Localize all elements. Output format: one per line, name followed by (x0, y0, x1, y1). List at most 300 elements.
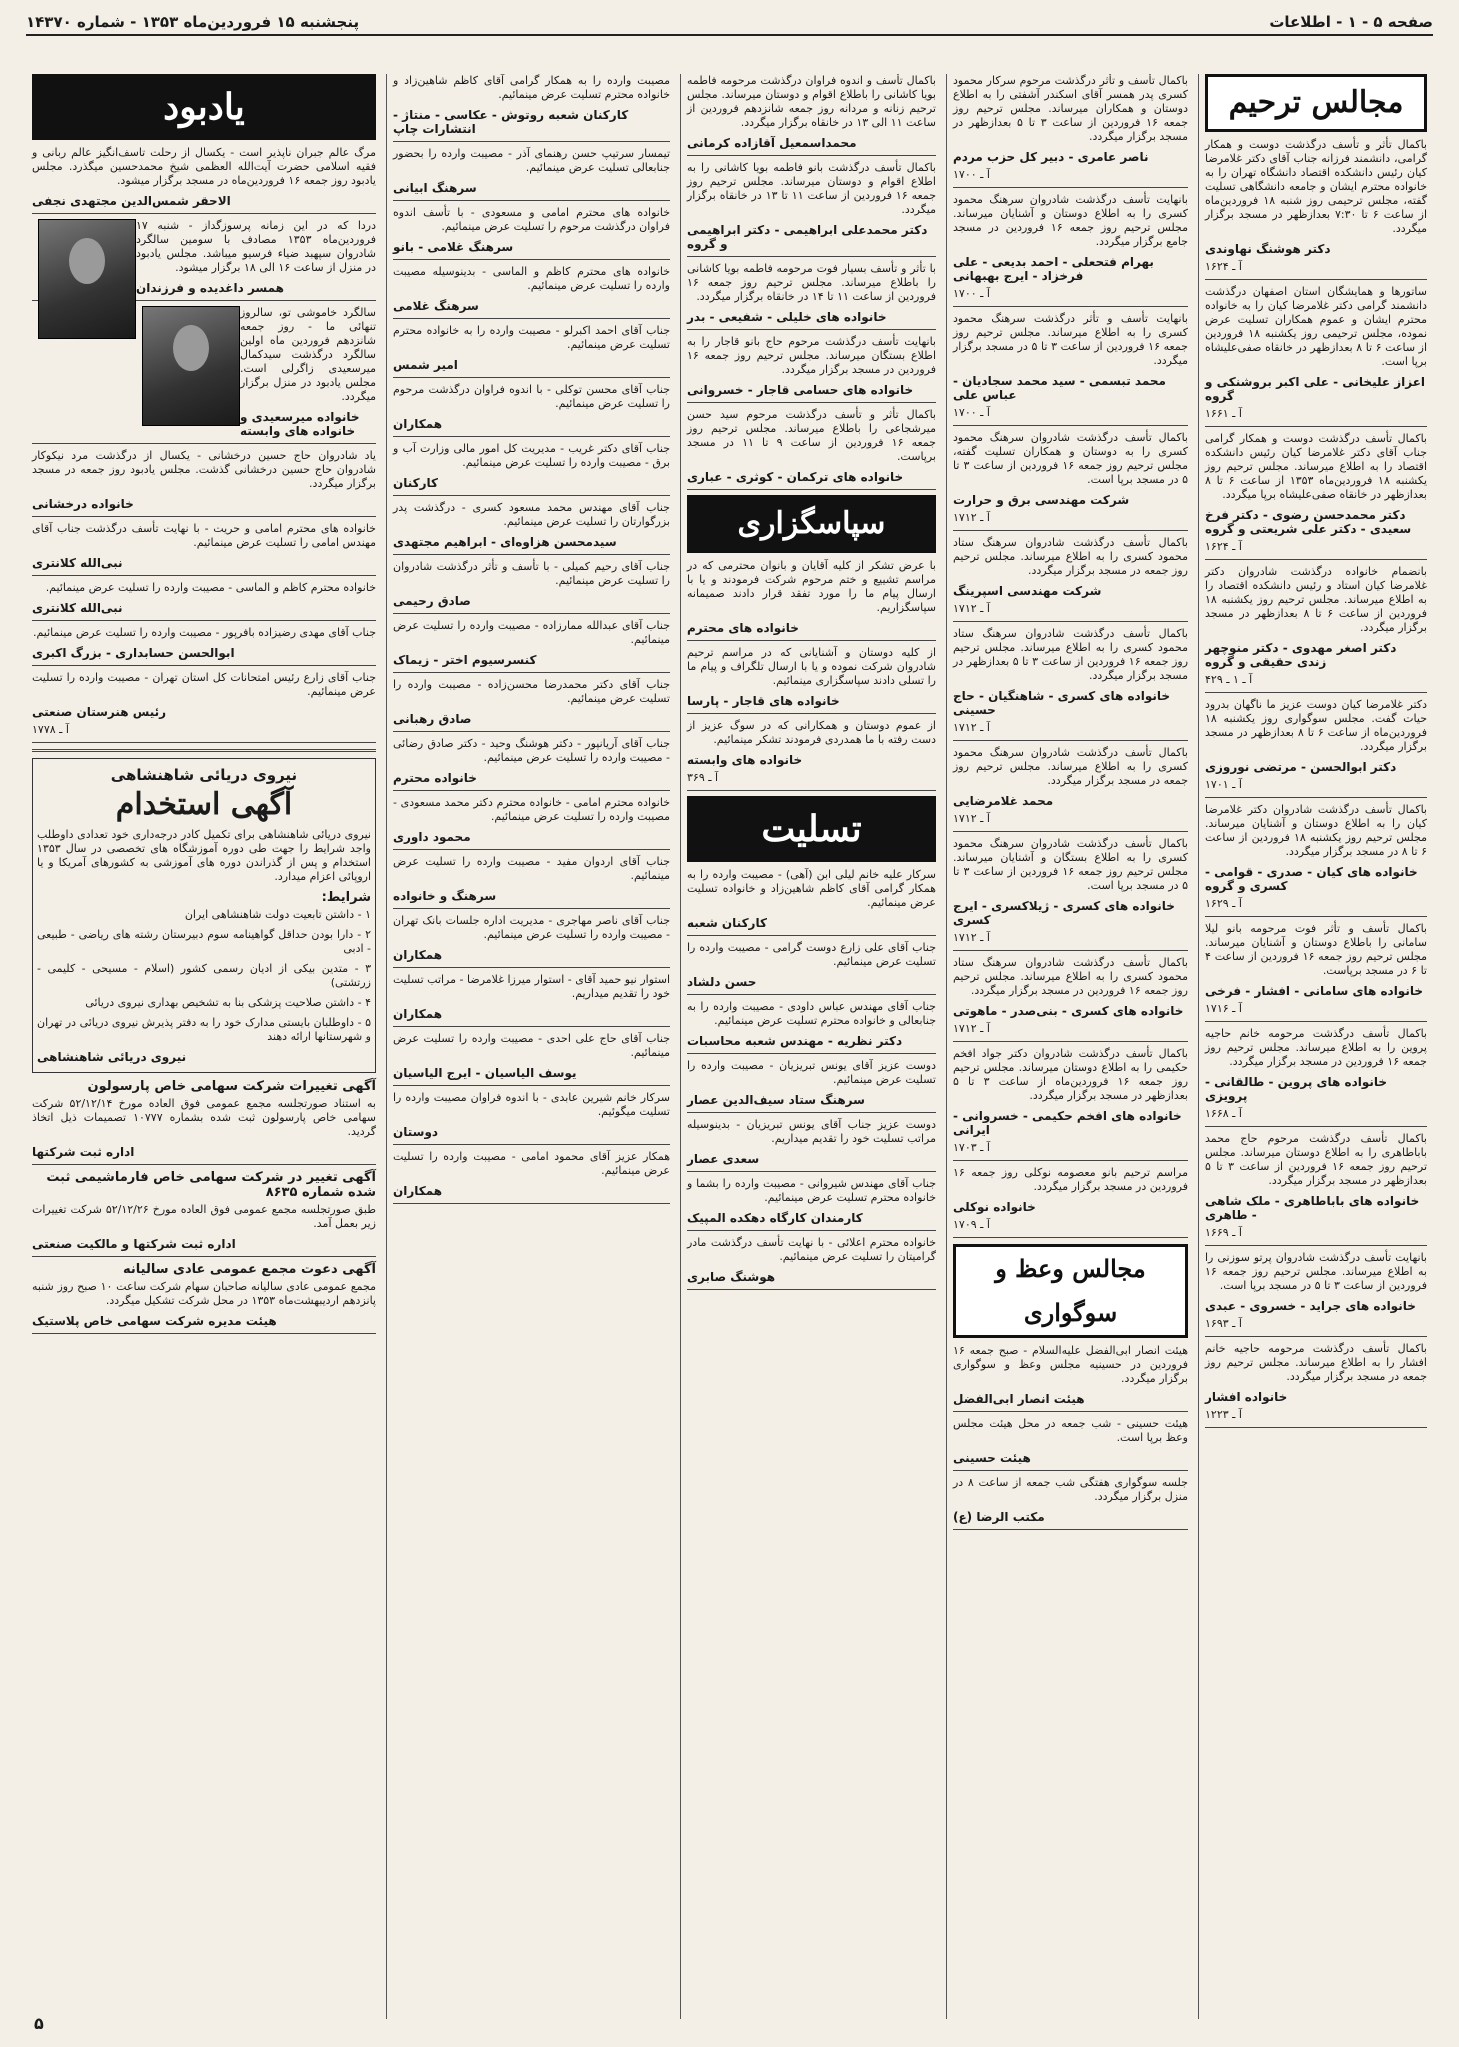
notice-block (1205, 565, 1427, 693)
notice-signature: خانواده میرسعیدی و خانواده های وابسته (240, 410, 360, 438)
notice-code: آ ـ ۱۲۲۳ (1205, 1408, 1242, 1421)
notice-block (393, 74, 670, 142)
divider (1205, 692, 1427, 693)
notice-text: باکمال تأسف درگذشت شادروان سرهنگ محمود کسری را به دوستان و همکاران تسلیت گفته، مجلس ترحیم روز جمعه ۱۶ فروردین از ساعت ۳ تا ۵ در مسجد برپا است. (953, 431, 1188, 486)
divider (687, 1230, 936, 1231)
divider (687, 994, 936, 995)
notice-block (953, 746, 1188, 832)
navy-ad-condition: ۱ - داشتن تابعیت دولت شاهنشاهی ایران (184, 908, 371, 921)
notice-block (687, 262, 936, 330)
notice-text: باکمال تأسف و تأثر فوت مرحومه بانو لیلا سامانی را باطلاع دوستان و آشنایان میرساند. مجلس ترحیم روز جمعه ۱۶ فروردین از ساعت ۴ تا ۶ در مسجد برپاست. (1205, 922, 1427, 977)
divider (687, 329, 936, 330)
notice-signature: خانواده های محترم (687, 621, 799, 635)
divider (687, 1289, 936, 1290)
navy-ad-org: نیروی دریائی شاهنشاهی (110, 766, 298, 784)
notice-signature: کارمندان کارگاه دهکده المپیک (687, 1211, 863, 1225)
notice-block (393, 855, 670, 909)
navy-ad-conditions-title: شرایط: (321, 890, 371, 905)
notice-signature: خانواده های حسامی قاجار - خسروانی (687, 383, 914, 397)
column-4 (386, 74, 676, 2019)
notice-code: آ ـ ۱۶۶۸ (1205, 1107, 1242, 1120)
divider (953, 950, 1188, 951)
divider (1205, 797, 1427, 798)
notice-code: آ ـ ۱۷۰۳ (953, 1141, 990, 1154)
divider (687, 155, 936, 156)
divider (687, 713, 936, 714)
notice-text: جناب آقای دکتر غریب - مدیریت کل امور مالی وزارت آب و برق - مصیبت وارده را تسلیت عرض مینمائیم. (393, 442, 670, 469)
notice-signature: اداره ثبت شرکتها و مالکیت صنعتی (32, 1237, 236, 1251)
notice-block (1205, 803, 1427, 917)
notice-block (687, 559, 936, 641)
notice-signature: خانواده های پروین - طالقانی - پرویزی (1205, 1075, 1388, 1103)
notice-code: آ ـ ۱۶۲۴ (1205, 260, 1242, 273)
notice-block (32, 671, 376, 743)
masthead-left: پنجشنبه ۱۵ فروردین‌ماه ۱۳۵۳ - شماره ۱۴۳۷۰ (26, 13, 360, 31)
notice-signature: کارکنان شعبه روتوش - عکاسی - منتاژ - انتشارات چاپ (393, 108, 629, 136)
notice-signature: دوستان (393, 1125, 439, 1139)
divider (393, 259, 670, 260)
divider (953, 530, 1188, 531)
notice-signature: کارکنان شعبه (687, 916, 767, 930)
notice-signature: سرهنگ غلامی (393, 299, 479, 313)
notice-text: مرگ عالم جبران ناپذیر است - یکسال از رحلت تاسف‌انگیز عالم ربانی و فقیه اسلامی حضرت آیت‌الله العظمی شیخ محمدحسین میگذرد. مجلس یادبود روز جمعه ۱۶ فروردین‌ماه در مسجد برگزار میشود. (32, 146, 376, 187)
notice-text: باکمال تأثر و تأسف درگذشت دوست و همکار گرامی، دانشمند فرزانه جناب آقای دکتر غلامرضا کیان رئیس دانشکده اقتصاد دانشگاه تهران را به خانواده محترم ایشان و جامعه دانشگاهی تسلیت گفته، مجلس ترحیمی روز شنبه ۱۸ فروردین‌ماه از ساعت ۶ تا ۷:۳۰ بعدازظهر در مسجد برگزار میگردد. (1205, 138, 1427, 235)
notice-block (687, 1000, 936, 1054)
notice-text: جناب آقای زارع رئیس امتحانات کل استان تهران - مصیبت وارده را تسلیت عرض مینمائیم. (32, 671, 376, 698)
notice-text: باکمال تأثر و تأسف درگذشت مرحوم سید حسن میرشجاعی را باطلاع میرساند. مجلس ترحیم روز جمعه ۱۶ فروردین از ساعت ۹ تا ۱۱ در مسجد برپاست. (687, 408, 936, 463)
notice-signature: خانواده نوکلی (953, 1200, 1036, 1214)
notice-signature: سعدی عصار (687, 1152, 760, 1166)
notice-signature: اعزاز علیخانی - علی اکبر بروشنکی و گروه (1205, 375, 1426, 403)
notice-text: همکار عزیز آقای محمود امامی - مصیبت وارده را تسلیت عرض مینمائیم. (393, 1150, 670, 1177)
notice-text: بانهایت تأسف درگذشت مرحوم حاج بانو قاجار را به اطلاع بستگان میرساند. مجلس ترحیم روز جمعه ۱۶ فروردین در مسجد برگزار میگردد. (687, 335, 936, 376)
notice-signature: همکاران (393, 948, 443, 962)
notice-text: سرکار خانم شیرین عابدی - با اندوه فراوان مصیبت وارده را تسلیت میگوئیم. (393, 1091, 670, 1118)
divider (32, 443, 376, 444)
notice-signature: امیر شمس (393, 358, 458, 372)
notice-signature: صادق رحیمی (393, 594, 471, 608)
divider (393, 495, 670, 496)
notice-text: ساتورها و همایشگان استان اصفهان درگذشت دانشمند گرامی دکتر غلامرضا کیان را به خانواده محترم ایشان و عموم همکاران تسلیت عرض نموده، مجلس ترحیمی روز یکشنبه ۱۸ فروردین از ساعت ۶ تا ۸ بعدازظهر در خانقاه صفی‌علیشاه برپا است. (1205, 285, 1427, 368)
notice-block (1205, 285, 1427, 427)
notice-block (953, 193, 1188, 307)
divider (393, 849, 670, 850)
divider (393, 1085, 670, 1086)
notice-text: هیئت انصار ابی‌الفضل علیه‌السلام - صبح جمعه ۱۶ فروردین در حسینیه مجلس وعظ و سوگواری برگزار میگردد. (953, 1344, 1188, 1385)
navy-ad-title: آگهی استخدام (115, 787, 293, 822)
notice-block (953, 312, 1188, 426)
notice-signature: همکاران (393, 417, 443, 431)
notice-text: باکمال تأسف درگذشت شادروان سرهنگ محمود کسری را به اطلاع میرساند. مجلس ترحیم روز جمعه در مسجد برگزار میگردد. (953, 746, 1188, 787)
notice-signature: خانواده های جراید - خسروی - عبدی (1205, 1299, 1416, 1313)
page-number: ۵ (34, 2014, 44, 2033)
notice-text: سالگرد خاموشی تو، سالروز تنهائی ما - روز جمعه شانزدهم فروردین ماه اولین سالگرد درگذشت سیدکمال میرسعیدی زاگرلی است. مجلس یادبود در منزل برگزار میگردد. (240, 306, 376, 403)
notice-text: باکمال تأسف درگذشت دوست و همکار گرامی جناب آقای دکتر غلامرضا کیان رئیس دانشکده اقتصاد را به اطلاع میرساند. مجلس ترحیم روز یکشنبه ۱۸ فروردین‌ماه ۱۳۵۳ از ساعت ۶ تا ۸ بعدازظهر در خانقاه صفی‌علیشاه برپا میگردد. (1205, 432, 1428, 501)
notice-signature: سیدمحسن هزاوه‌ای - ابراهیم مجتهدی (393, 535, 617, 549)
notice-block (393, 560, 670, 614)
notice-text: یاد شادروان حاج حسین درخشانی - یکسال از درگذشت مرد نیکوکار شادروان حاج حسین درخشانی گذشت. مجلس یادبود روز جمعه در مسجد برگزار میگردد. (32, 449, 376, 490)
notice-code: آ ـ ۱۷۰۰ (953, 406, 990, 419)
section-title-majales-vaz: مجالس وعظ و سوگواری (953, 1244, 1188, 1338)
notice-code: آ ـ ۱۶۶۱ (1205, 407, 1242, 420)
yadbood-list (32, 146, 376, 743)
divider (953, 425, 1188, 426)
notice-block (393, 678, 670, 732)
notice-signature: دکتر نظریه - مهندس شعبه محاسبات (687, 1034, 903, 1048)
divider (393, 141, 670, 142)
notice-text: مراسم ترحیم بانو معصومه نوکلی روز جمعه ۱۶ فروردین در مسجد برگزار میگردد. (953, 1166, 1188, 1193)
notice-signature: دکتر ابوالحسن - مرتضی نوروزی (1205, 760, 1397, 774)
notice-text: دکتر غلامرضا کیان دوست عزیز ما ناگهان بدرود حیات گفت. مجلس سوگواری روز یکشنبه ۱۸ فروردین‌ماه از ساعت ۶ تا ۸ بعدازظهر در مسجد برگزار میگردد. (1205, 698, 1428, 753)
notice-text: جلسه سوگواری هفتگی شب جمعه از ساعت ۸ در منزل برگزار میگردد. (953, 1476, 1188, 1503)
notice-signature: همکاران (393, 1184, 443, 1198)
notice-text: باکمال تأسف درگذشت مرحوم حاج محمد باباطاهری را به اطلاع دوستان میرساند. مجلس ترحیم روز جمعه ۱۶ فروردین از ساعت ۳ تا ۵ بعدازظهر در مسجد برگزار میگردد. (1205, 1132, 1428, 1187)
notice-text: باکمال تأسف درگذشت مرحومه حاجیه خانم افشار را به اطلاع میرساند. مجلس ترحیم روز جمعه در مسجد برگزار میگردد. (1205, 1342, 1427, 1383)
notice-signature: خانواده های ترکمان - کوثری - عباری (687, 470, 904, 484)
notice-block (953, 627, 1188, 741)
notice-signature: سرهنگ ابیانی (393, 181, 477, 195)
notice-text: جناب آقای علی زارع دوست گرامی - مصیبت وارده را تسلیت عرض مینمائیم. (687, 941, 936, 968)
notice-text: مصیبت وارده را به همکار گرامی آقای کاظم شاهین‌زاد و خانواده محترم تسلیت عرض مینمائیم. (393, 74, 670, 101)
divider (687, 489, 936, 490)
navy-ad-condition: ۵ - داوطلبان بایستی مدارک خود را به دفتر پذیرش نیروی دریائی در تهران و شهرستانها ارائه دهند (37, 1016, 371, 1043)
notice-text: جناب آقای محسن توکلی - با اندوه فراوان درگذشت مرحوم را تسلیت عرض مینمائیم. (393, 383, 670, 410)
section-title-tasliyat: تسلیت (687, 796, 936, 862)
notice-block (687, 941, 936, 995)
notice-text: جناب آقای مهندس محمد مسعود کسری - درگذشت پدر بزرگوارتان را تسلیت عرض مینمائیم. (393, 501, 670, 528)
notice-block (32, 1170, 376, 1257)
notice-text: خانواده های محترم امامی و مسعودی - با تأسف اندوه فراوان درگذشت مرحوم را تسلیت عرض مینمائیم. (393, 206, 670, 233)
notice-block (687, 1236, 936, 1290)
notice-signature: خانواده های قاجار - پارسا (687, 694, 840, 708)
notice-signature: محمد غلامرضایی (953, 794, 1054, 808)
notice-signature: هوشنگ صابری (687, 1270, 776, 1284)
notice-code: آ ـ ۱۷۰۰ (953, 168, 990, 181)
notice-block (1205, 922, 1427, 1022)
notice-signature: محمد تبسمی - سید محمد سجادیان - عباس علی (953, 374, 1166, 402)
notice-signature: خانواده افشار (1205, 1390, 1288, 1404)
notice-block (953, 431, 1188, 531)
notice-block (393, 1091, 670, 1145)
notice-signature: خانواده محترم (393, 771, 477, 785)
divider (1205, 1021, 1427, 1022)
tarhim-list-3 (687, 74, 936, 490)
notice-text: باکمال تأسف درگذشت شادروان سرهنگ محمود کسری را به اطلاع بستگان و آشنایان میرساند. مجلس ترحیم روز جمعه ۱۶ فروردین از ساعت ۳ تا ۵ در مسجد برپا است. (953, 837, 1188, 892)
divider (32, 1164, 376, 1165)
notice-block (393, 1032, 670, 1086)
notice-code: آ ـ ۱ ـ ۴۲۹ (1205, 673, 1253, 686)
notice-signature: نبی‌الله کلانتری (32, 601, 123, 615)
notice-signature: خانواده های باباطاهری - ملک شاهی - طاهری (1205, 1194, 1420, 1222)
notice-block (953, 1476, 1188, 1530)
divider (1205, 279, 1427, 280)
notice-block (32, 626, 376, 666)
notice-block (1205, 1251, 1427, 1337)
notice-text: با تأثر و تأسف بسیار فوت مرحومه فاطمه بویا کاشانی را باطلاع میرساند. مجلس ترحیم روز جمعه ۱۶ فروردین از ساعت ۱۱ تا ۱۴ در خانقاه برگزار میگردد. (687, 262, 936, 303)
notice-signature: همسر داغدیده و فرزندان (136, 281, 284, 295)
notice-signature: شرکت مهندسی اسپرینگ (953, 584, 1102, 598)
navy-ad-footer: نیروی دریائی شاهنشاهی (37, 1050, 187, 1064)
divider (32, 620, 376, 621)
notice-signature: الاحقر شمس‌الدین مجتهدی نجفی (32, 194, 231, 208)
divider (1205, 1126, 1427, 1127)
divider (393, 1144, 670, 1145)
navy-ad-conditions (37, 908, 371, 1044)
notice-signature: خانواده درخشانی (32, 497, 134, 511)
notice-text: جناب آقای حاج علی احدی - مصیبت وارده را تسلیت عرض مینمائیم. (393, 1032, 670, 1059)
notice-block (953, 837, 1188, 951)
divider (393, 200, 670, 201)
divider (32, 516, 376, 517)
notice-signature: هیئت مدیره شرکت سهامی خاص پلاستیک (32, 1314, 277, 1328)
notice-block (393, 796, 670, 850)
divider (1205, 559, 1427, 560)
notice-signature: خانواده های وابسته (687, 753, 803, 767)
notice-signature: ناصر عامری - دبیر کل حزب مردم (953, 150, 1149, 164)
notice-block (1205, 1342, 1427, 1428)
divider (687, 935, 936, 936)
notice-block (393, 147, 670, 201)
notice-text: با عرض تشکر از کلیه آقایان و بانوان محترمی که در مراسم تشییع و ختم مرحوم شرکت فرمودند و یا با ارسال پیام ما را مورد تفقد قرار دادند صمیمانه سپاسگزاریم. (687, 559, 936, 614)
notice-signature: دکتر هوشنگ نهاوندی (1205, 242, 1331, 256)
divider (687, 402, 936, 403)
notice-code: آ ـ ۱۶۹۳ (1205, 1317, 1242, 1330)
notice-text: از کلیه دوستان و آشنایانی که در مراسم ترحیم شادروان شرکت نموده و یا با ارسال تلگراف و پیام ما را تسلی دادند سپاسگزاری مینمائیم. (687, 646, 936, 687)
notice-block (393, 1150, 670, 1204)
notice-signature: کارکنان (393, 476, 439, 490)
divider (393, 908, 670, 909)
notice-text: بانضمام خانواده درگذشت شادروان دکتر غلامرضا کیان استاد و رئیس دانشکده اقتصاد را به اطلاع میرساند. مجلس ترحیم روز یکشنبه ۱۸ فروردین از ساعت ۶ تا ۸ بعدازظهر در مسجد برگزار میگردد. (1205, 565, 1428, 634)
divider (687, 790, 936, 791)
notice-block (687, 1118, 936, 1172)
notice-block (953, 1166, 1188, 1238)
divider (953, 306, 1188, 307)
divider (32, 665, 376, 666)
notice-block (687, 646, 936, 714)
notice-text: خانواده های محترم کاظم و الماسی - بدینوسیله مصیبت وارده را تسلیت عرض مینمائیم. (393, 265, 670, 292)
notice-code: آ ـ ۱۷۱۲ (953, 812, 990, 825)
notice-block (393, 501, 670, 555)
notice-block (953, 536, 1188, 622)
notice-signature: نبی‌الله کلانتری (32, 556, 123, 570)
notice-block (687, 335, 936, 403)
notice-block (687, 1059, 936, 1113)
notice-signature: رئیس هنرستان صنعتی (32, 705, 167, 719)
divider (393, 613, 670, 614)
notice-text: به استناد صورتجلسه مجمع عمومی فوق العاده مورخ ۵۲/۱۲/۱۴ شرکت سهامی خاص پارسولون ثبت شده بشماره ۱۰۷۷۷ تصمیمات ذیل اتخاذ گردید. (32, 1097, 376, 1138)
notice-code: آ ـ ۱۷۱۲ (953, 721, 990, 734)
divider (393, 967, 670, 968)
notice-block (687, 719, 936, 791)
notice-block (953, 1417, 1188, 1471)
notice-block (953, 1047, 1188, 1161)
notice-block (393, 442, 670, 496)
notice-code: آ ـ ۱۷۰۰ (953, 287, 990, 300)
divider (393, 554, 670, 555)
notice-text: جناب آقای اردوان مفید - مصیبت وارده را تسلیت عرض مینمائیم. (393, 855, 670, 882)
notice-text: باکمال تأسف و اندوه فراوان درگذشت مرحومه فاطمه بویا کاشانی را باطلاع اقوام و دوستان میرساند. مجلس ترحیم زنانه و مردانه روز جمعه شانزدهم فروردین از ساعت ۱۱ الی ۱۳ در خانقاه برگزار میگردد. (687, 74, 936, 129)
tarhim-list (1205, 138, 1427, 1428)
notice-block (393, 973, 670, 1027)
divider (393, 790, 670, 791)
notice-text: جناب آقای عبدالله ممارزاده - مصیبت وارده را تسلیت عرض مینمائیم. (393, 619, 670, 646)
divider (393, 436, 670, 437)
notice-signature: خانواده های کسری - ژیلاکسری - ایرج کسری (953, 899, 1175, 927)
notice-block (32, 522, 376, 576)
notice-signature: بهرام فتحعلی - احمد بدیعی - علی فرخزاد - ایرج بهبهانی (953, 255, 1154, 283)
divider (953, 1041, 1188, 1042)
notice-signature: مکتب الرضا (ع) (953, 1510, 1045, 1524)
notice-text: دردا که در این زمانه پرسوزگداز - شنبه ۱۷ فروردین‌ماه ۱۳۵۳ مصادف با سومین سالگرد شادروان سپهبد ضیاء فرسیو میباشد. مجلس یادبود در منزل از ساعت ۱۶ الی ۱۸ برگزار میشود. (136, 219, 376, 274)
notice-signature: هیئت انصار ابی‌الفضل (953, 1392, 1085, 1406)
vaz-list (953, 1344, 1188, 1530)
notice-block (393, 206, 670, 260)
notice-text: باکمال تأسف درگذشت شادروان سرهنگ ستاد محمود کسری را به اطلاع میرساند. مجلس ترحیم روز جمعه ۱۶ فروردین در مسجد برگزار میگردد. (953, 956, 1188, 997)
notice-signature: محمود داوری (393, 830, 471, 844)
notice-code: آ ـ ۱۷۷۸ (32, 723, 69, 736)
notice-code: آ ـ ۱۶۶۹ (1205, 1226, 1242, 1239)
notice-text: خانواده محترم امامی - خانواده محترم دکتر محمد مسعودی - مصیبت وارده را تسلیت عرض مینمائیم. (393, 796, 670, 823)
notice-code: آ ـ ۱۷۱۶ (1205, 1002, 1242, 1015)
section-title-yadbood: یادبود (32, 74, 376, 140)
divider (1205, 1427, 1427, 1428)
divider (393, 318, 670, 319)
notice-signature: صادق رهبانی (393, 712, 472, 726)
notice-block (393, 324, 670, 378)
notice-text: سرکار علیه خانم لیلی ابن (آهی) - مصیبت وارده را به همکار گرامی آقای کاظم شاهین‌زاد و خانواده تسلیت عرض مینمائیم. (687, 868, 936, 909)
notice-text: جناب آقای رحیم کمیلی - با تأسف و تأثر درگذشت شادروان را تسلیت عرض مینمائیم. (393, 560, 670, 587)
divider (32, 575, 376, 576)
divider (393, 1203, 670, 1204)
notice-signature: دکتر محمدحسن رضوی - دکتر فرخ سعیدی - دکتر علی شریعتی و گروه (1205, 508, 1412, 536)
divider (1205, 916, 1427, 917)
notice-text: طبق صورتجلسه مجمع عمومی فوق العاده مورخ ۵۲/۱۲/۲۶ شرکت تغییرات زیر بعمل آمد. (32, 1203, 376, 1230)
column-tarhim (1198, 74, 1433, 2019)
notice-title: آگهی دعوت مجمع عمومی عادی سالیانه (123, 1262, 376, 1277)
masthead-right: صفحه ۵ - ۱ - اطلاعات (1269, 13, 1433, 31)
notice-code: آ ـ ۱۶۲۹ (1205, 897, 1242, 910)
divider (953, 831, 1188, 832)
notice-block (1205, 1027, 1427, 1127)
notice-title: آگهی تغییر در شرکت سهامی خاص فارماشیمی ثبت شده شماره ۸۶۳۵ (46, 1170, 376, 1200)
column-3 (680, 74, 942, 2019)
notice-block (687, 1177, 936, 1231)
tasliyat-list (687, 868, 936, 1290)
notice-signature: خانواده های افخم حکیمی - خسروانی - ایرانی (953, 1109, 1182, 1137)
notice-block (32, 449, 376, 517)
notice-block (393, 265, 670, 319)
notice-signature: سرهنگ ستاد سیف‌الدین عصار (687, 1093, 865, 1107)
divider (687, 1053, 936, 1054)
notice-block (32, 1262, 376, 1334)
notice-block (687, 74, 936, 156)
divider (687, 640, 936, 641)
divider (32, 742, 376, 743)
notice-signature: حسن دلشاد (687, 975, 757, 989)
divider (687, 1171, 936, 1172)
notice-signature: سرهنگ غلامی - بانو (393, 240, 514, 254)
company-notices (32, 1079, 376, 1334)
notice-block (393, 737, 670, 791)
navy-ad-body: نیروی دریائی شاهنشاهی برای تکمیل کادر درجه‌داری خود تعدادی داوطلب واجد شرایط را جهت طی دوره آموزشگاه های تخصصی در سال ۱۳۵۳ استخدام و پس از گذراندن دوره های آموزشی به کشورهای آمریکا و یا اروپائی اعزام میدارد. (37, 828, 371, 883)
notice-text: از عموم دوستان و همکارانی که در سوگ عزیز از دست رفته با ما همدردی فرمودند تشکر مینمائیم. (687, 719, 936, 746)
notice-text: دوست عزیز آقای یونس تبریزیان - مصیبت وارده را تسلیت عرض مینمائیم. (687, 1059, 936, 1086)
notice-signature: سرهنگ و خانواده (393, 889, 497, 903)
navy-ad-condition: ۴ - داشتن صلاحیت پزشکی بنا به تشخیص بهداری نیروی دریائی (85, 996, 371, 1009)
divider (32, 749, 376, 752)
tasliyat-list-2 (393, 74, 670, 1204)
notice-text: استوار نیو حمید آقای - استوار میرزا غلامرضا - مراتب تسلیت خود را تقدیم میداریم. (393, 973, 670, 1000)
notice-title: آگهی تغییرات شرکت سهامی خاص پارسولون (87, 1079, 376, 1094)
notice-block (1205, 698, 1427, 798)
divider (953, 740, 1188, 741)
notice-block (953, 74, 1188, 188)
notice-signature: دکتر محمدعلی ابراهیمی - دکتر ابراهیمی و گروه (687, 223, 928, 251)
column-tarhim-2 (946, 74, 1194, 2019)
notice-text: باکمال تأسف و تأثر درگذشت مرحوم سرکار محمود کسری پدر همسر آقای اسکندر آشفتی را به اطلاع دوستان و همکاران میرساند. مجلس ترحیم روز جمعه ۱۶ فروردین از ساعت ۳ تا ۵ بعدازظهر در مسجد برگزار میگردد. (953, 74, 1189, 143)
notice-signature: یوسف الیاسیان - ایرج الیاسیان (393, 1066, 577, 1080)
notice-block (32, 146, 376, 214)
notice-text: باکمال تأسف درگذشت شادروان سرهنگ ستاد محمود کسری را به اطلاع میرساند. مجلس ترحیم روز جمعه ۱۶ فروردین از ساعت ۳ تا ۵ بعدازظهر در مسجد برگزار میگردد. (953, 627, 1189, 682)
notice-block (687, 868, 936, 936)
notice-block (687, 408, 936, 490)
divider (32, 213, 376, 214)
divider (393, 672, 670, 673)
notice-signature: ابوالحسن حسابداری - بزرگ اکبری (32, 646, 235, 660)
notice-signature: کنسرسیوم اختر - زیماک (393, 653, 537, 667)
divider (953, 1529, 1188, 1530)
notice-signature: خانواده های سامانی - افشار - فرخی (1205, 984, 1423, 998)
notice-block (32, 219, 376, 301)
divider (393, 1026, 670, 1027)
notice-block (1205, 432, 1427, 560)
notice-text: بانهایت تأسف و تأثر درگذشت سرهنگ محمود کسری را به اطلاع میرساند. مجلس ترحیم روز جمعه ۱۶ فروردین از ساعت ۳ تا ۵ در مسجد برگزار میگردد. (953, 312, 1188, 367)
notice-text: باکمال تأسف درگذشت مرحومه خانم حاجیه پروین را به اطلاع میرساند. مجلس ترحیم روز جمعه ۱۶ فروردین در مسجد برگزار میگردد. (1205, 1027, 1427, 1068)
section-title-sepasgozari: سپاسگزاری (687, 495, 936, 553)
divider (953, 621, 1188, 622)
notice-text: باکمال تأسف درگذشت شادروان سرهنگ ستاد محمود کسری را به اطلاع میرساند. مجلس ترحیم روز جمعه در مسجد برگزار میگردد. (953, 536, 1188, 577)
masthead (26, 10, 1433, 36)
notice-code: آ ـ ۱۶۲۴ (1205, 540, 1242, 553)
tarhim-list-2 (953, 74, 1188, 1238)
notice-signature: خانواده های کیان - صدری - قوامی - کسری و گروه (1205, 865, 1418, 893)
notice-signature: دکتر اصغر مهدوی - دکتر منوچهر زندی حقیقی و گروه (1205, 641, 1397, 669)
notice-signature: همکاران (393, 1007, 443, 1021)
divider (1205, 1336, 1427, 1337)
divider (953, 1411, 1188, 1412)
notice-signature: خانواده های خلیلی - شفیعی - بدر (687, 310, 887, 324)
notice-text: دوست عزیز جناب آقای یونس تبریزیان - بدینوسیله مراتب تسلیت خود را تقدیم میداریم. (687, 1118, 936, 1145)
notice-signature: خانواده های کسری - شاهنگیان - حاج حسینی (953, 689, 1170, 717)
notice-text: بانهایت تأسف درگذشت شادروان سرهنگ محمود کسری را به اطلاع دوستان و آشنایان میرساند. مجلس ترحیم روز جمعه ۱۶ فروردین در مسجد جامع برگزار میگردد. (953, 193, 1188, 248)
notice-text: بانهایت تأسف درگذشت شادروان پرتو سوزنی را به اطلاع میرساند. مجلس ترحیم روز جمعه ۱۶ فروردین از ساعت ۳ تا ۵ در مسجد برپا است. (1205, 1251, 1427, 1292)
notice-text: خانواده محترم اعلائی - با نهایت تأسف درگذشت مادر گرامیتان را تسلیت عرض مینمائیم. (687, 1236, 936, 1263)
sepas-list (687, 559, 936, 791)
notice-block (393, 383, 670, 437)
notice-code: آ ـ ۱۷۰۱ (1205, 778, 1242, 791)
notice-text: هیئت حسینی - شب جمعه در محل هیئت مجلس وعظ برپا است. (953, 1417, 1188, 1444)
portrait-photo (38, 219, 136, 339)
notice-code: آ ـ ۱۷۱۲ (953, 511, 990, 524)
notice-block (953, 956, 1188, 1042)
notice-text: جناب آقای احمد اکبرلو - مصیبت وارده را به خانواده محترم تسلیت عرض مینمائیم. (393, 324, 670, 351)
divider (687, 1112, 936, 1113)
notice-block (393, 619, 670, 673)
divider (953, 1160, 1188, 1161)
notice-code: آ ـ ۱۷۰۹ (953, 1218, 990, 1231)
notice-text: جناب آقای مهندس عباس داودی - مصیبت وارده را به جنابعالی و خانواده محترم تسلیت عرض مینمائیم. (687, 1000, 936, 1027)
notice-code: آ ـ ۳۶۹ (687, 771, 719, 784)
